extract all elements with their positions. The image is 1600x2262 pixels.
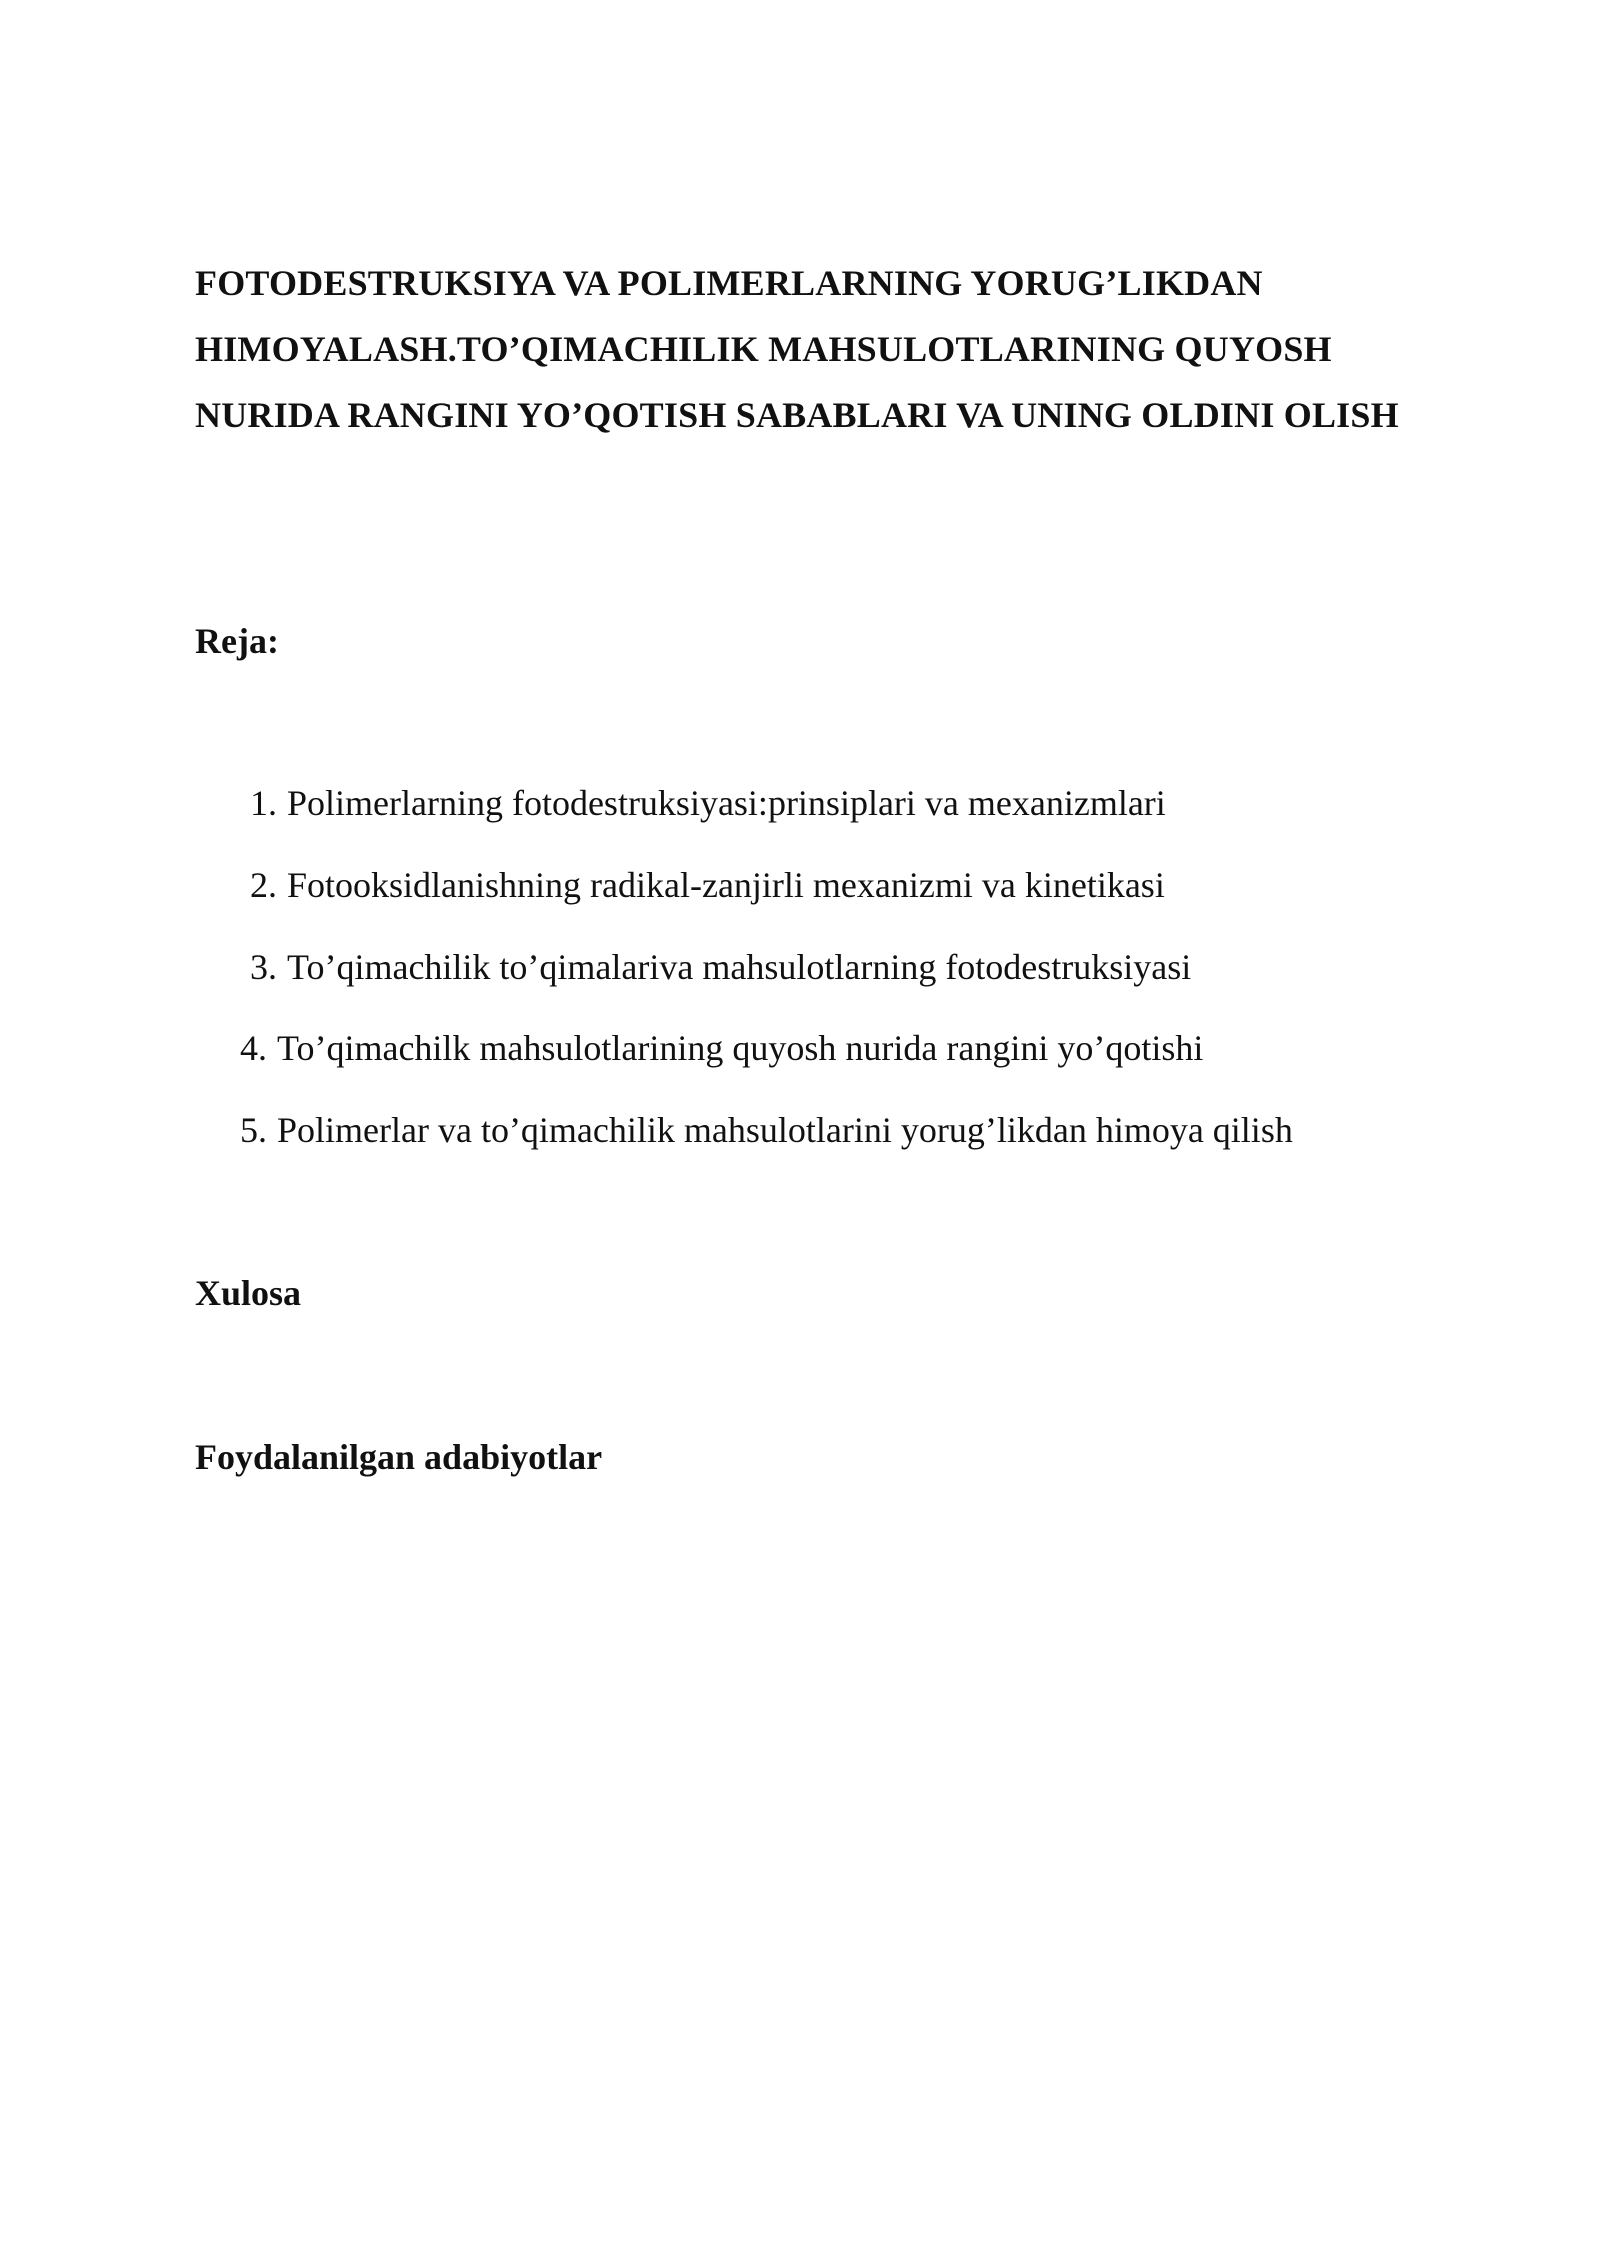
plan-heading: Reja: (195, 621, 279, 661)
plan-item-number: 4. (240, 1028, 267, 1068)
document-title: FOTODESTRUKSIYA VA POLIMERLARNING YORUG’LIKDAN HIMOYALASH.TO’QIMACHILIK MAHSULOTLARINING QUYOSH NURIDA RANGINI YO’QOTISH SABABLARI VA UNING OLDINI OLISH (195, 263, 1399, 435)
plan-item-text: Polimerlarning fotodestruksiyasi:prinsiplari va mexanizmlari (287, 783, 1166, 823)
plan-item-text: Polimerlar va to’qimachilik mahsulotlarini yorug’likdan himoya qilish (277, 1110, 1293, 1150)
plan-item-number: 3. (250, 947, 277, 987)
plan-item (240, 1107, 1293, 1153)
references-heading: Foydalanilgan adabiyotlar (195, 1437, 603, 1477)
plan-item (250, 780, 1166, 826)
plan-item (250, 862, 1165, 908)
plan-item-text: Fotooksidlanishning radikal-zanjirli mexanizmi va kinetikasi (287, 865, 1165, 905)
plan-item-number: 2. (250, 865, 277, 905)
plan-item-text: To’qimachilik to’qimalariva mahsulotlarning fotodestruksiyasi (287, 947, 1192, 987)
plan-item (240, 1025, 1203, 1071)
conclusion-heading: Xulosa (195, 1273, 302, 1313)
plan-item-text: To’qimachilk mahsulotlarining quyosh nurida rangini yo’qotishi (277, 1028, 1204, 1068)
plan-item (250, 944, 1191, 990)
plan-item-number: 5. (240, 1110, 267, 1150)
plan-item-number: 1. (250, 783, 277, 823)
